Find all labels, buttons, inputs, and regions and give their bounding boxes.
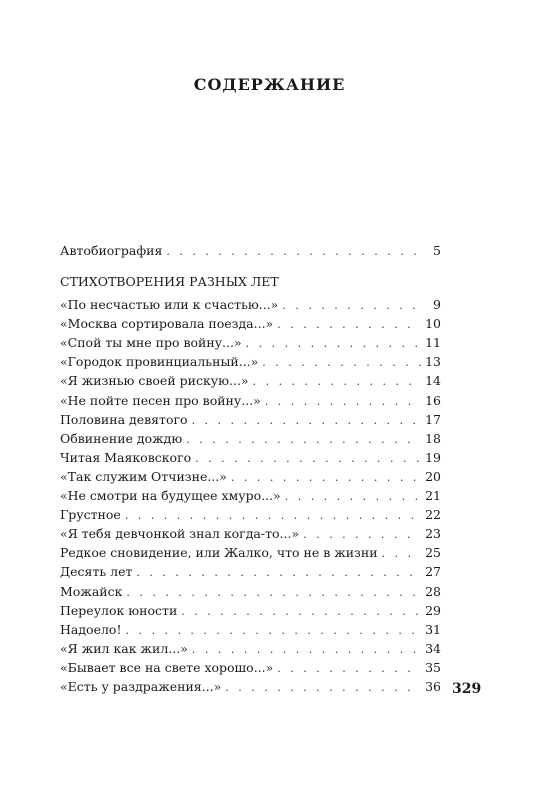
toc-entry-page: 34 xyxy=(425,640,441,656)
dot-leader xyxy=(231,471,421,484)
toc-entry-title: «Спой ты мне про войну...» xyxy=(60,335,242,351)
toc-entry xyxy=(60,316,441,335)
toc-entry xyxy=(60,641,441,660)
dot-leader xyxy=(277,318,421,331)
toc-entry-page: 29 xyxy=(425,602,441,618)
toc-entry-page: 35 xyxy=(425,659,441,675)
toc-entry xyxy=(60,335,441,354)
toc-entry-title: Автобиография xyxy=(60,243,163,258)
dot-leader xyxy=(225,681,421,694)
dot-leader xyxy=(303,528,421,541)
toc-entry xyxy=(60,660,441,679)
toc-entry-title: «Бывает все на свете хорошо...» xyxy=(60,659,274,675)
dot-leader xyxy=(192,643,421,656)
toc-entry xyxy=(60,431,441,450)
toc-entry-title: «Я жизнью своей рискую...» xyxy=(60,373,249,389)
toc-entry xyxy=(60,622,441,641)
toc-entry-page: 14 xyxy=(425,373,441,389)
toc-entry-page: 27 xyxy=(425,564,441,580)
toc-entry xyxy=(60,450,441,469)
toc-entry-title: «Не пойте песен про войну...» xyxy=(60,392,261,408)
dot-leader xyxy=(125,509,421,522)
toc-entry xyxy=(60,526,441,545)
toc-entry-page: 9 xyxy=(433,297,441,313)
toc-entry-title: «Городок провинциальный...» xyxy=(60,354,259,370)
toc-entry-page: 28 xyxy=(425,583,441,599)
toc-entry-title: Обвинение дождю xyxy=(60,430,183,446)
toc-entry-list xyxy=(60,297,441,698)
toc-entry xyxy=(60,412,441,431)
dot-leader xyxy=(277,662,421,675)
toc-entry-title: Десять лет xyxy=(60,564,133,580)
toc-entry-page: 10 xyxy=(425,316,441,332)
toc-entry-page: 18 xyxy=(425,430,441,446)
toc-entry-title: Переулок юности xyxy=(60,602,178,618)
toc-entry xyxy=(60,488,441,507)
page-number: 329 xyxy=(452,681,482,697)
toc-entry-page: 17 xyxy=(425,411,441,427)
toc-entry xyxy=(60,373,441,392)
toc-entry-title: Надоело! xyxy=(60,621,122,637)
toc-entry xyxy=(60,354,441,373)
dot-leader xyxy=(253,375,422,388)
table-of-contents xyxy=(60,243,441,698)
dot-leader xyxy=(262,356,421,369)
toc-entry-title: Читая Маяковского xyxy=(60,449,192,465)
page-title: СОДЕРЖАНИЕ xyxy=(193,75,346,94)
toc-entry-title: «Есть у раздражения...» xyxy=(60,678,222,694)
dot-leader xyxy=(126,586,421,599)
toc-entry xyxy=(60,584,441,603)
toc-entry-page: 21 xyxy=(425,488,441,504)
toc-entry-page: 13 xyxy=(425,354,441,370)
toc-entry xyxy=(60,564,441,583)
dot-leader xyxy=(166,245,423,258)
dot-leader xyxy=(136,566,421,579)
toc-entry-title: «По несчастью или к счастью...» xyxy=(60,297,279,313)
toc-entry-page: 22 xyxy=(425,507,441,523)
toc-entry-page: 11 xyxy=(425,335,441,351)
toc-entry xyxy=(60,679,441,698)
toc-entry-title: «Не смотри на будущее хмуро...» xyxy=(60,488,281,504)
toc-entry-title: Половина девятого xyxy=(60,411,188,427)
dot-leader xyxy=(246,337,421,350)
toc-entry xyxy=(60,393,441,412)
toc-entry-page: 23 xyxy=(425,526,441,542)
dot-leader xyxy=(285,490,421,503)
toc-entry-page: 36 xyxy=(425,678,441,694)
toc-entry-title: «Москва сортировала поезда...» xyxy=(60,316,274,332)
dot-leader xyxy=(181,605,421,618)
toc-entry-title: «Так служим Отчизне...» xyxy=(60,468,227,484)
toc-entry-page: 5 xyxy=(433,243,441,258)
dot-leader xyxy=(195,452,421,465)
toc-entry-title: Можайск xyxy=(60,583,123,599)
toc-entry-title: «Я тебя девчонкой знал когда-то...» xyxy=(60,526,300,542)
toc-entry xyxy=(60,507,441,526)
toc-entry-page: 20 xyxy=(425,468,441,484)
toc-entry-page: 31 xyxy=(425,621,441,637)
toc-entry xyxy=(60,545,441,564)
toc-entry-page: 25 xyxy=(425,545,441,561)
toc-entry xyxy=(60,469,441,488)
toc-entry-page: 16 xyxy=(425,392,441,408)
dot-leader xyxy=(282,299,423,312)
toc-entry xyxy=(60,243,441,262)
toc-entry xyxy=(60,297,441,316)
dot-leader xyxy=(125,624,421,637)
dot-leader xyxy=(186,433,421,446)
toc-entry xyxy=(60,603,441,622)
dot-leader xyxy=(382,547,422,560)
toc-entry-title: Редкое сновидение, или Жалко, что не в жизни xyxy=(60,545,378,561)
toc-entry-title: «Я жил как жил...» xyxy=(60,640,188,656)
section-heading: СТИХОТВОРЕНИЯ РАЗНЫХ ЛЕТ xyxy=(60,274,279,290)
dot-leader xyxy=(265,395,421,408)
dot-leader xyxy=(192,414,422,427)
toc-entry-title: Грустное xyxy=(60,507,121,523)
toc-entry-page: 19 xyxy=(425,449,441,465)
